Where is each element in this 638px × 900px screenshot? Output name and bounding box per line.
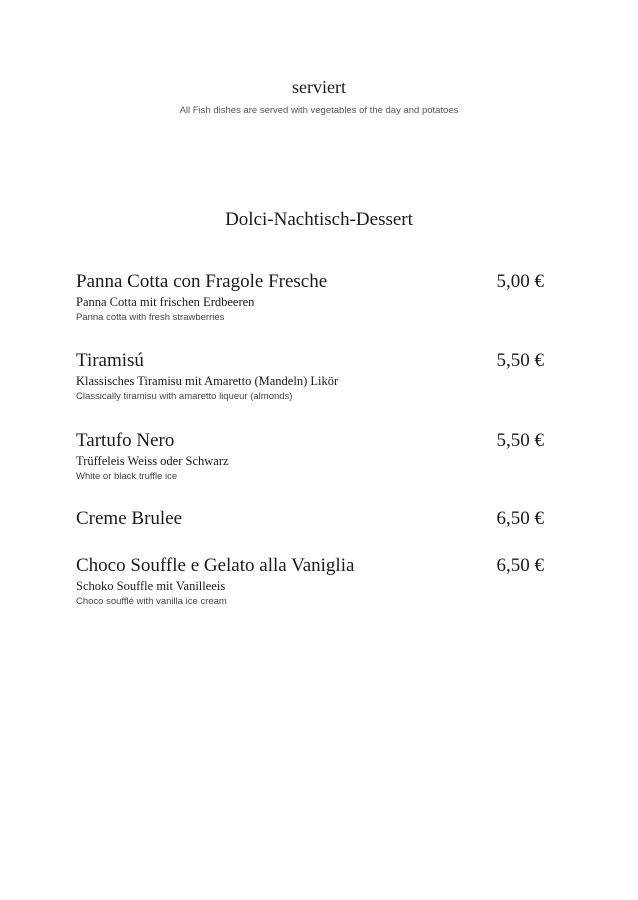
item-description-de: Panna Cotta mit frischen Erdbeeren	[76, 295, 255, 309]
item-price: 5,50 €	[496, 430, 544, 451]
item-name: Tartufo Nero	[76, 430, 175, 451]
menu-item	[76, 271, 544, 324]
item-description-en: Choco soufflé with vanilla ice cream	[76, 596, 227, 607]
item-description-de: Trüffeleis Weiss oder Schwarz	[76, 454, 229, 468]
item-description-en: Classically tiramisu with amaretto liqueur (almonds)	[76, 391, 293, 402]
item-price: 5,00 €	[496, 271, 544, 292]
item-name: Creme Brulee	[76, 508, 183, 529]
menu-item	[76, 508, 544, 530]
item-name: Tiramisú	[76, 350, 144, 371]
menu-item	[76, 350, 544, 403]
item-description-en: White or black truffle ice	[76, 471, 178, 482]
section-title: Dolci-Nachtisch-Dessert	[225, 209, 413, 230]
item-description-de: Schoko Souffle mit Vanilleeis	[76, 579, 226, 593]
item-name: Choco Souffle e Gelato alla Vaniglia	[76, 555, 355, 576]
item-price: 6,50 €	[496, 508, 544, 529]
menu-item	[76, 430, 544, 483]
item-name: Panna Cotta con Fragole Fresche	[76, 271, 328, 292]
menu-item	[76, 555, 544, 608]
header-word: serviert	[292, 77, 346, 97]
header-note: All Fish dishes are served with vegetables of the day and potatoes	[179, 105, 459, 116]
item-description-de: Klassisches Tiramisu mit Amaretto (Mandeln) Likör	[76, 374, 339, 388]
item-price: 5,50 €	[496, 350, 544, 371]
item-price: 6,50 €	[496, 555, 544, 576]
item-description-en: Panna cotta with fresh strawberries	[76, 312, 225, 323]
